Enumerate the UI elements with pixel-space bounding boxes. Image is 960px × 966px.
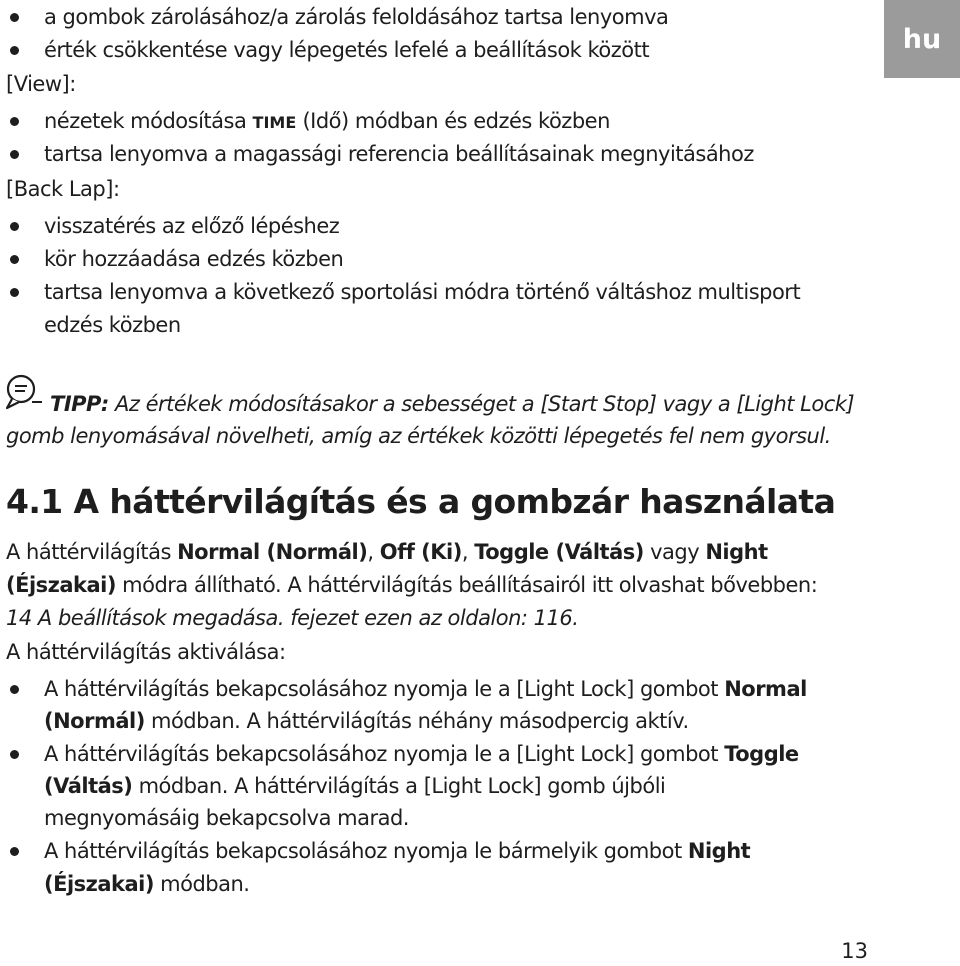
list-item: tartsa lenyomva a következő sportolási módra történő váltáshoz multisport <box>44 280 801 304</box>
tip-line-1: TIPP: Az értékek módosításakor a sebességet a [Start Stop] vagy a [Light Lock] <box>50 392 855 416</box>
list-item: visszatérés az előző lépéshez <box>44 214 340 238</box>
tip-line-2: gomb lenyomásával növelheti, amíg az értékek közötti lépegetés fel nem gyorsul. <box>6 424 831 448</box>
paragraph-line: A háttérvilágítás aktiválása: <box>6 640 286 664</box>
paragraph-line: (Éjszakai) módra állítható. A háttérvilágítás beállításairól itt olvashat bővebben: <box>6 573 818 597</box>
list-item: A háttérvilágítás bekapcsolásához nyomja le bármelyik gombot Night <box>44 839 751 863</box>
list-item-continuation: megnyomásáig bekapcsolva marad. <box>44 806 409 830</box>
view-label: [View]: <box>6 72 76 96</box>
language-tab <box>884 0 960 78</box>
tip-label: TIPP: <box>50 392 109 416</box>
back-lap-label: [Back Lap]: <box>6 177 120 201</box>
list-item-continuation: (Éjszakai) módban. <box>44 872 250 896</box>
list-item: A háttérvilágítás bekapcsolásához nyomja le a [Light Lock] gombot Normal <box>44 677 807 701</box>
list-item-text: a gombok zárolásához/a zárolás feloldásához tartsa lenyomva <box>44 5 669 29</box>
list-item: A háttérvilágítás bekapcsolásához nyomja le a [Light Lock] gombot Toggle <box>44 742 799 766</box>
section-heading: 4.1 A háttérvilágítás és a gombzár használata <box>6 482 836 521</box>
cross-reference: 14 A beállítások megadása. fejezet ezen az oldalon: 116. <box>6 606 579 630</box>
tip-icon <box>4 372 44 412</box>
time-mode-label: TIME <box>252 113 297 132</box>
list-item-continuation: edzés közben <box>44 313 181 337</box>
list-item-continuation: (Váltás) módban. A háttérvilágítás a [Light Lock] gomb újbóli <box>44 774 666 798</box>
list-item-continuation: (Normál) módban. A háttérvilágítás néhány másodpercig aktív. <box>44 709 689 733</box>
paragraph-line: A háttérvilágítás Normal (Normál), Off (Ki), Toggle (Váltás) vagy Night <box>6 540 768 564</box>
language-code: hu <box>902 23 942 55</box>
page-number: 13 <box>841 939 868 963</box>
list-item: kör hozzáadása edzés közben <box>44 247 344 271</box>
list-item <box>44 4 668 30</box>
list-item: tartsa lenyomva a magassági referencia beállításainak megnyitásához <box>44 142 754 166</box>
list-item-text: érték csökkentése vagy lépegetés lefelé a beállítások között <box>44 38 650 62</box>
list-item <box>44 37 649 63</box>
list-item: nézetek módosítása TIME (Idő) módban és edzés közben <box>44 108 610 136</box>
